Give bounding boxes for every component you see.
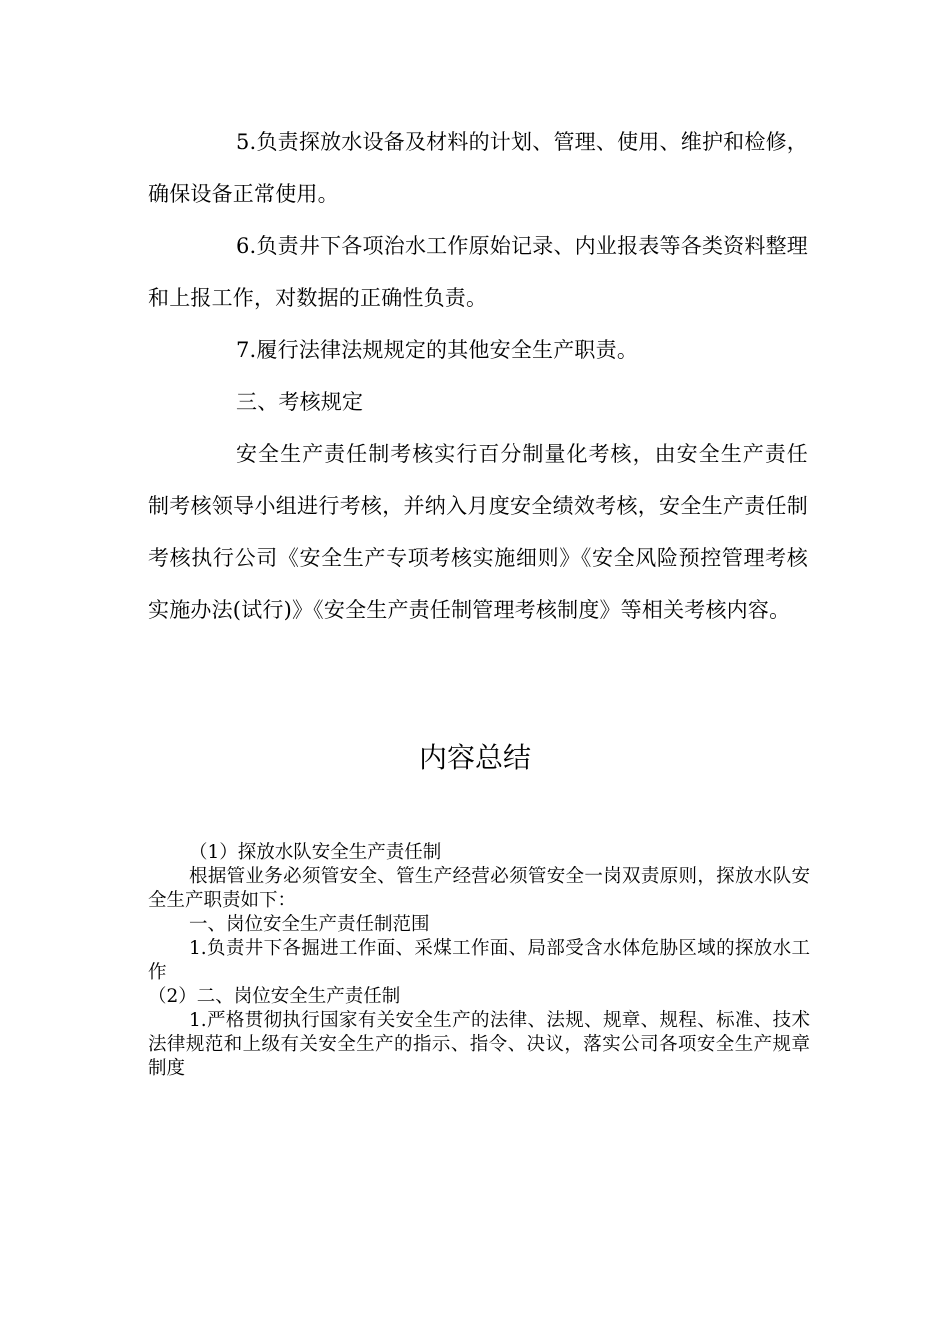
- document-body: [148, 116, 808, 636]
- section-heading-assessment: 三、考核规定: [236, 390, 364, 414]
- paragraph-item-5: 5.负责探放水设备及材料的计划、管理、使用、维护和检修，确保设备正常使用。: [148, 130, 808, 206]
- summary-line-6: 1.严格贯彻执行国家有关安全生产的法律、法规、规章、规程、标准、技术法律规范和上级有关安全生产的指示、指令、决议，落实公司各项安全生产规章制度: [148, 1010, 810, 1079]
- summary-line-2: 根据管业务必须管安全、管生产经营必须管安全一岗双责原则，探放水队安全生产职责如下：: [148, 866, 810, 911]
- summary-line-5: （2）二、岗位安全生产责任制: [148, 986, 401, 1007]
- paragraph-assessment-rules: 安全生产责任制考核实行百分制量化考核，由安全生产责任制考核领导小组进行考核，并纳入月度安全绩效考核，安全生产责任制考核执行公司《安全生产专项考核实施细则》《安全风险预控管理考核实施办法(试行)》《安全生产责任制管理考核制度》等相关考核内容。: [148, 442, 808, 622]
- summary-line-1: （1）探放水队安全生产责任制: [189, 842, 442, 863]
- summary-line-4: 1.负责井下各掘进工作面、采煤工作面、局部受含水体危胁区域的探放水工作: [148, 938, 810, 983]
- paragraph-item-7: 7.履行法律法规规定的其他安全生产职责。: [236, 338, 639, 362]
- summary-line-3: 一、岗位安全生产责任制范围: [189, 914, 430, 935]
- paragraph-item-6: 6.负责井下各项治水工作原始记录、内业报表等各类资料整理和上报工作，对数据的正确性负责。: [148, 234, 808, 310]
- summary-title: 内容总结: [418, 741, 531, 774]
- summary-body: [148, 841, 810, 1081]
